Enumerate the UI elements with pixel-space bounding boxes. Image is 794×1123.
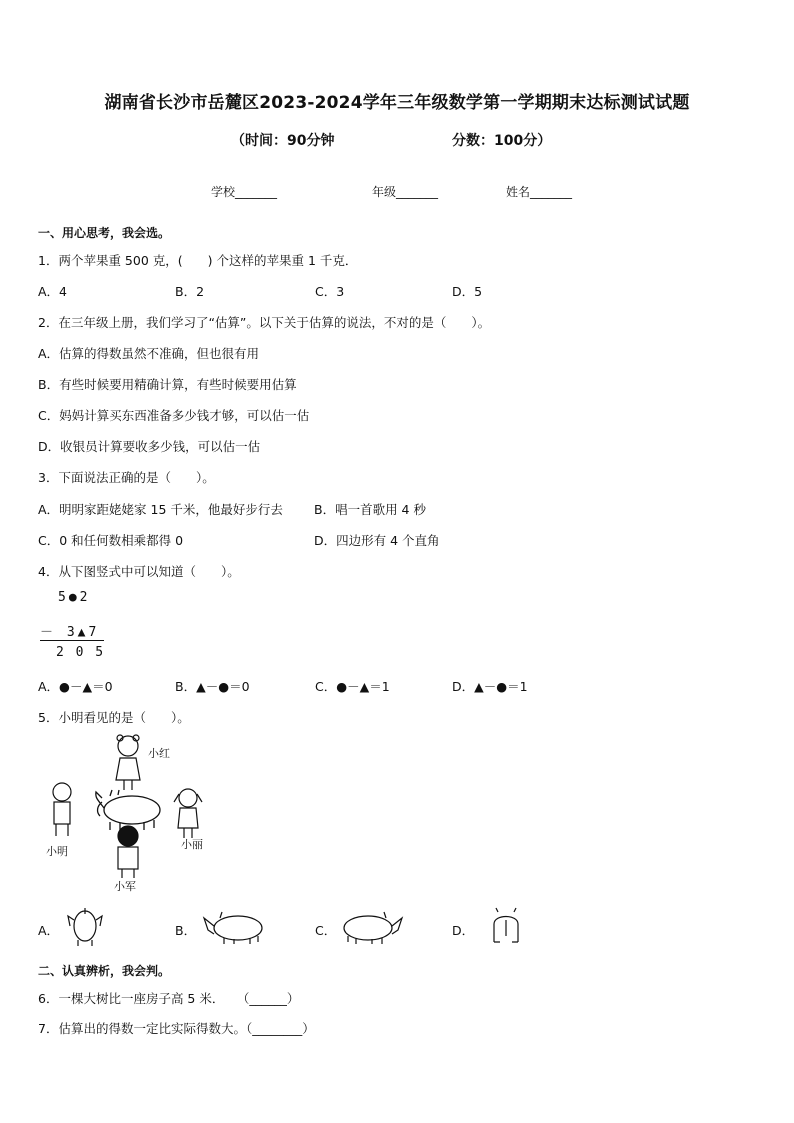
vertical-calc-row3: 2 0 5 xyxy=(56,645,106,660)
girl-xiaoli-figure xyxy=(174,789,202,838)
exam-time: （时间：90分钟 xyxy=(231,133,335,149)
q3-option-a[interactable]: A．明明家距姥姥家 15 千米，他最好步行去 xyxy=(38,502,283,517)
q2-option-c[interactable]: C．妈妈计算买东西准备多少钱才够，可以估一估 xyxy=(38,408,310,423)
q5-text: 5．小明看见的是（ ）。 xyxy=(38,710,190,725)
grade-field xyxy=(372,183,438,200)
rhino-right-view-image xyxy=(338,908,408,948)
q3-text: 3．下面说法正确的是（ ）。 xyxy=(38,470,215,485)
boy-xiaoming-figure xyxy=(53,783,71,836)
name-field xyxy=(506,183,572,200)
girl-xiaohong-figure xyxy=(116,735,140,790)
section1-heading: 一、用心思考，我会选。 xyxy=(38,226,171,240)
rhino-front-view-image xyxy=(64,906,106,948)
rhino-figure xyxy=(96,790,160,830)
q4-option-a[interactable]: A．●－▲＝0 xyxy=(38,679,113,694)
q2-text: 2．在三年级上册，我们学习了“估算”。以下关于估算的说法，不对的是（ ）。 xyxy=(38,315,491,330)
school-label: 学校 xyxy=(211,185,236,199)
q1-option-b[interactable]: B．2 xyxy=(175,284,205,299)
grade-label: 年级 xyxy=(372,185,397,199)
q3-option-d[interactable]: D．四边形有 4 个直角 xyxy=(314,533,440,548)
vertical-calc-line xyxy=(40,640,104,641)
q3-option-b[interactable]: B．唱一首歌用 4 秒 xyxy=(314,502,426,517)
exam-score: 分数：100分） xyxy=(452,133,552,149)
q6-text: 6．一棵大树比一座房子高 5 米． （______） xyxy=(38,991,300,1006)
rhino-back-view-image xyxy=(486,906,526,948)
school-blank[interactable]: _______ xyxy=(235,185,278,199)
label-xiaojun: 小军 xyxy=(114,880,136,893)
q2-option-d[interactable]: D．收银员计算要收多少钱，可以估一估 xyxy=(38,439,261,454)
q5-option-d[interactable]: D． xyxy=(452,923,475,938)
q2-option-a[interactable]: A．估算的得数虽然不准确，但也很有用 xyxy=(38,346,260,361)
q4-option-d[interactable]: D．▲－●＝1 xyxy=(452,679,528,694)
grade-blank[interactable]: _______ xyxy=(396,185,439,199)
label-xiaoli: 小丽 xyxy=(181,838,203,851)
school-field xyxy=(211,183,277,200)
q4-option-c[interactable]: C．●－▲＝1 xyxy=(315,679,390,694)
q2-option-b[interactable]: B．有些时候要用精确计算，有些时候要用估算 xyxy=(38,377,297,392)
rhino-left-view-image xyxy=(198,908,268,948)
q1-option-c[interactable]: C．3 xyxy=(315,284,345,299)
vertical-calc-row1: 5●2 xyxy=(58,590,91,605)
scene-illustration xyxy=(40,732,240,894)
section2-heading: 二、认真辨析，我会判。 xyxy=(38,964,171,978)
q4-text: 4．从下图竖式中可以知道（ ）。 xyxy=(38,564,240,579)
q1-option-a[interactable]: A．4 xyxy=(38,284,68,299)
name-label: 姓名 xyxy=(506,185,531,199)
q3-option-c[interactable]: C．0 和任何数相乘都得 0 xyxy=(38,533,184,548)
q1-text: 1．两个苹果重 500 克，( ) 个这样的苹果重 1 千克． xyxy=(38,253,358,268)
boy-xiaojun-figure xyxy=(118,826,138,878)
vertical-calc-row2: － 3▲7 xyxy=(40,625,100,640)
name-blank[interactable]: _______ xyxy=(530,185,573,199)
label-xiaohong: 小红 xyxy=(148,747,170,760)
q1-option-d[interactable]: D．5 xyxy=(452,284,483,299)
label-xiaoming: 小明 xyxy=(46,845,68,858)
q7-text: 7．估算出的得数一定比实际得数大。（________） xyxy=(38,1021,315,1036)
q5-option-a[interactable]: A． xyxy=(38,923,60,938)
q5-option-c[interactable]: C． xyxy=(315,923,337,938)
q4-option-b[interactable]: B．▲－●＝0 xyxy=(175,679,250,694)
page-title: 湖南省长沙市岳麓区2023-2024学年三年级数学第一学期期末达标测试试题 xyxy=(104,93,690,113)
q5-option-b[interactable]: B． xyxy=(175,923,197,938)
